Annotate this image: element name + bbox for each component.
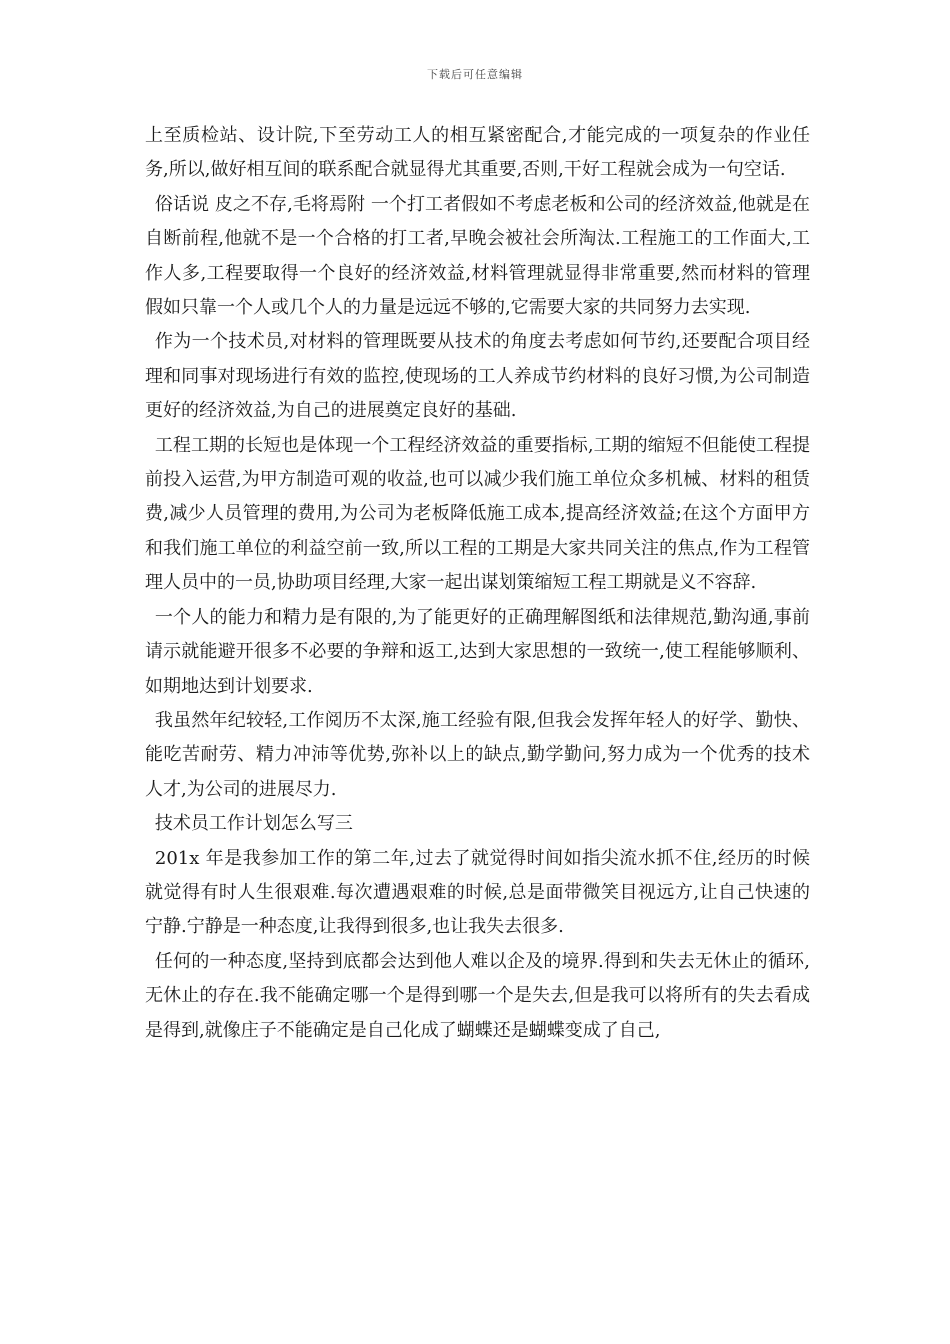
paragraph-2: 俗话说 皮之不存,毛将焉附 一个打工者假如不考虑老板和公司的经济效益,他就是在自断前程,他就不是一个合格的打工者,早晚会被社会所淘汰.工程施工的工作面大,工作人多,工程要取得一个良好的经济效益,材料管理就显得非常重要,然而材料的管理假如只靠一个人或几个人的力量是远远不够的,它需要大家的共同努力去实现. bbox=[145, 193, 810, 319]
paragraph-6: 我虽然年纪较轻,工作阅历不太深,施工经验有限,但我会发挥年轻人的好学、勤快、能吃苦耐劳、精力冲沛等优势,弥补以上的缺点,勤学勤问,努力成为一个优秀的技术人才,为公司的进展尽力. bbox=[145, 709, 810, 800]
paragraph-7: 201x 年是我参加工作的第二年,过去了就觉得时间如指尖流水抓不住,经历的时候就觉得有时人生很艰难.每次遭遇艰难的时候,总是面带微笑目视远方,让自己快速的宁静.宁静是一种态度,让我得到很多,也让我失去很多. bbox=[145, 847, 810, 938]
page-header: 下载后可任意编辑 bbox=[427, 68, 523, 81]
paragraph-5: 一个人的能力和精力是有限的,为了能更好的正确理解图纸和法律规范,勤沟通,事前请示就能避开很多不必要的争辩和返工,达到大家思想的一致统一,使工程能够顺利、如期地达到计划要求. bbox=[145, 606, 810, 697]
paragraph-3: 作为一个技术员,对材料的管理既要从技术的角度去考虑如何节约,还要配合项目经理和同事对现场进行有效的监控,使现场的工人养成节约材料的良好习惯,为公司制造更好的经济效益,为自己的进展奠定良好的基础. bbox=[145, 331, 810, 422]
paragraph-4: 工程工期的长短也是体现一个工程经济效益的重要指标,工期的缩短不但能使工程提前投入运营,为甲方制造可观的收益,也可以减少我们施工单位众多机械、材料的租赁费,减少人员管理的费用,为公司为老板降低施工成本,提高经济效益;在这个方面甲方和我们施工单位的利益空前一致,所以工程的工期是大家共同关注的焦点,作为工程管理人员中的一员,协助项目经理,大家一起出谋划策缩短工程工期就是义不容辞. bbox=[145, 434, 810, 594]
paragraph-8: 任何的一种态度,坚持到底都会达到他人难以企及的境界.得到和失去无休止的循环,无休止的存在.我不能确定哪一个是得到哪一个是失去,但是我可以将所有的失去看成是得到,就像庄子不能确定是自己化成了蝴蝶还是蝴蝶变成了自己, bbox=[145, 950, 810, 1041]
document-body bbox=[145, 119, 810, 1048]
paragraph-1: 上至质检站、设计院,下至劳动工人的相互紧密配合,才能完成的一项复杂的作业任务,所以,做好相互间的联系配合就显得尤其重要,否则,干好工程就会成为一句空话. bbox=[145, 125, 810, 181]
section-title: 技术员工作计划怎么写三 bbox=[154, 813, 353, 835]
